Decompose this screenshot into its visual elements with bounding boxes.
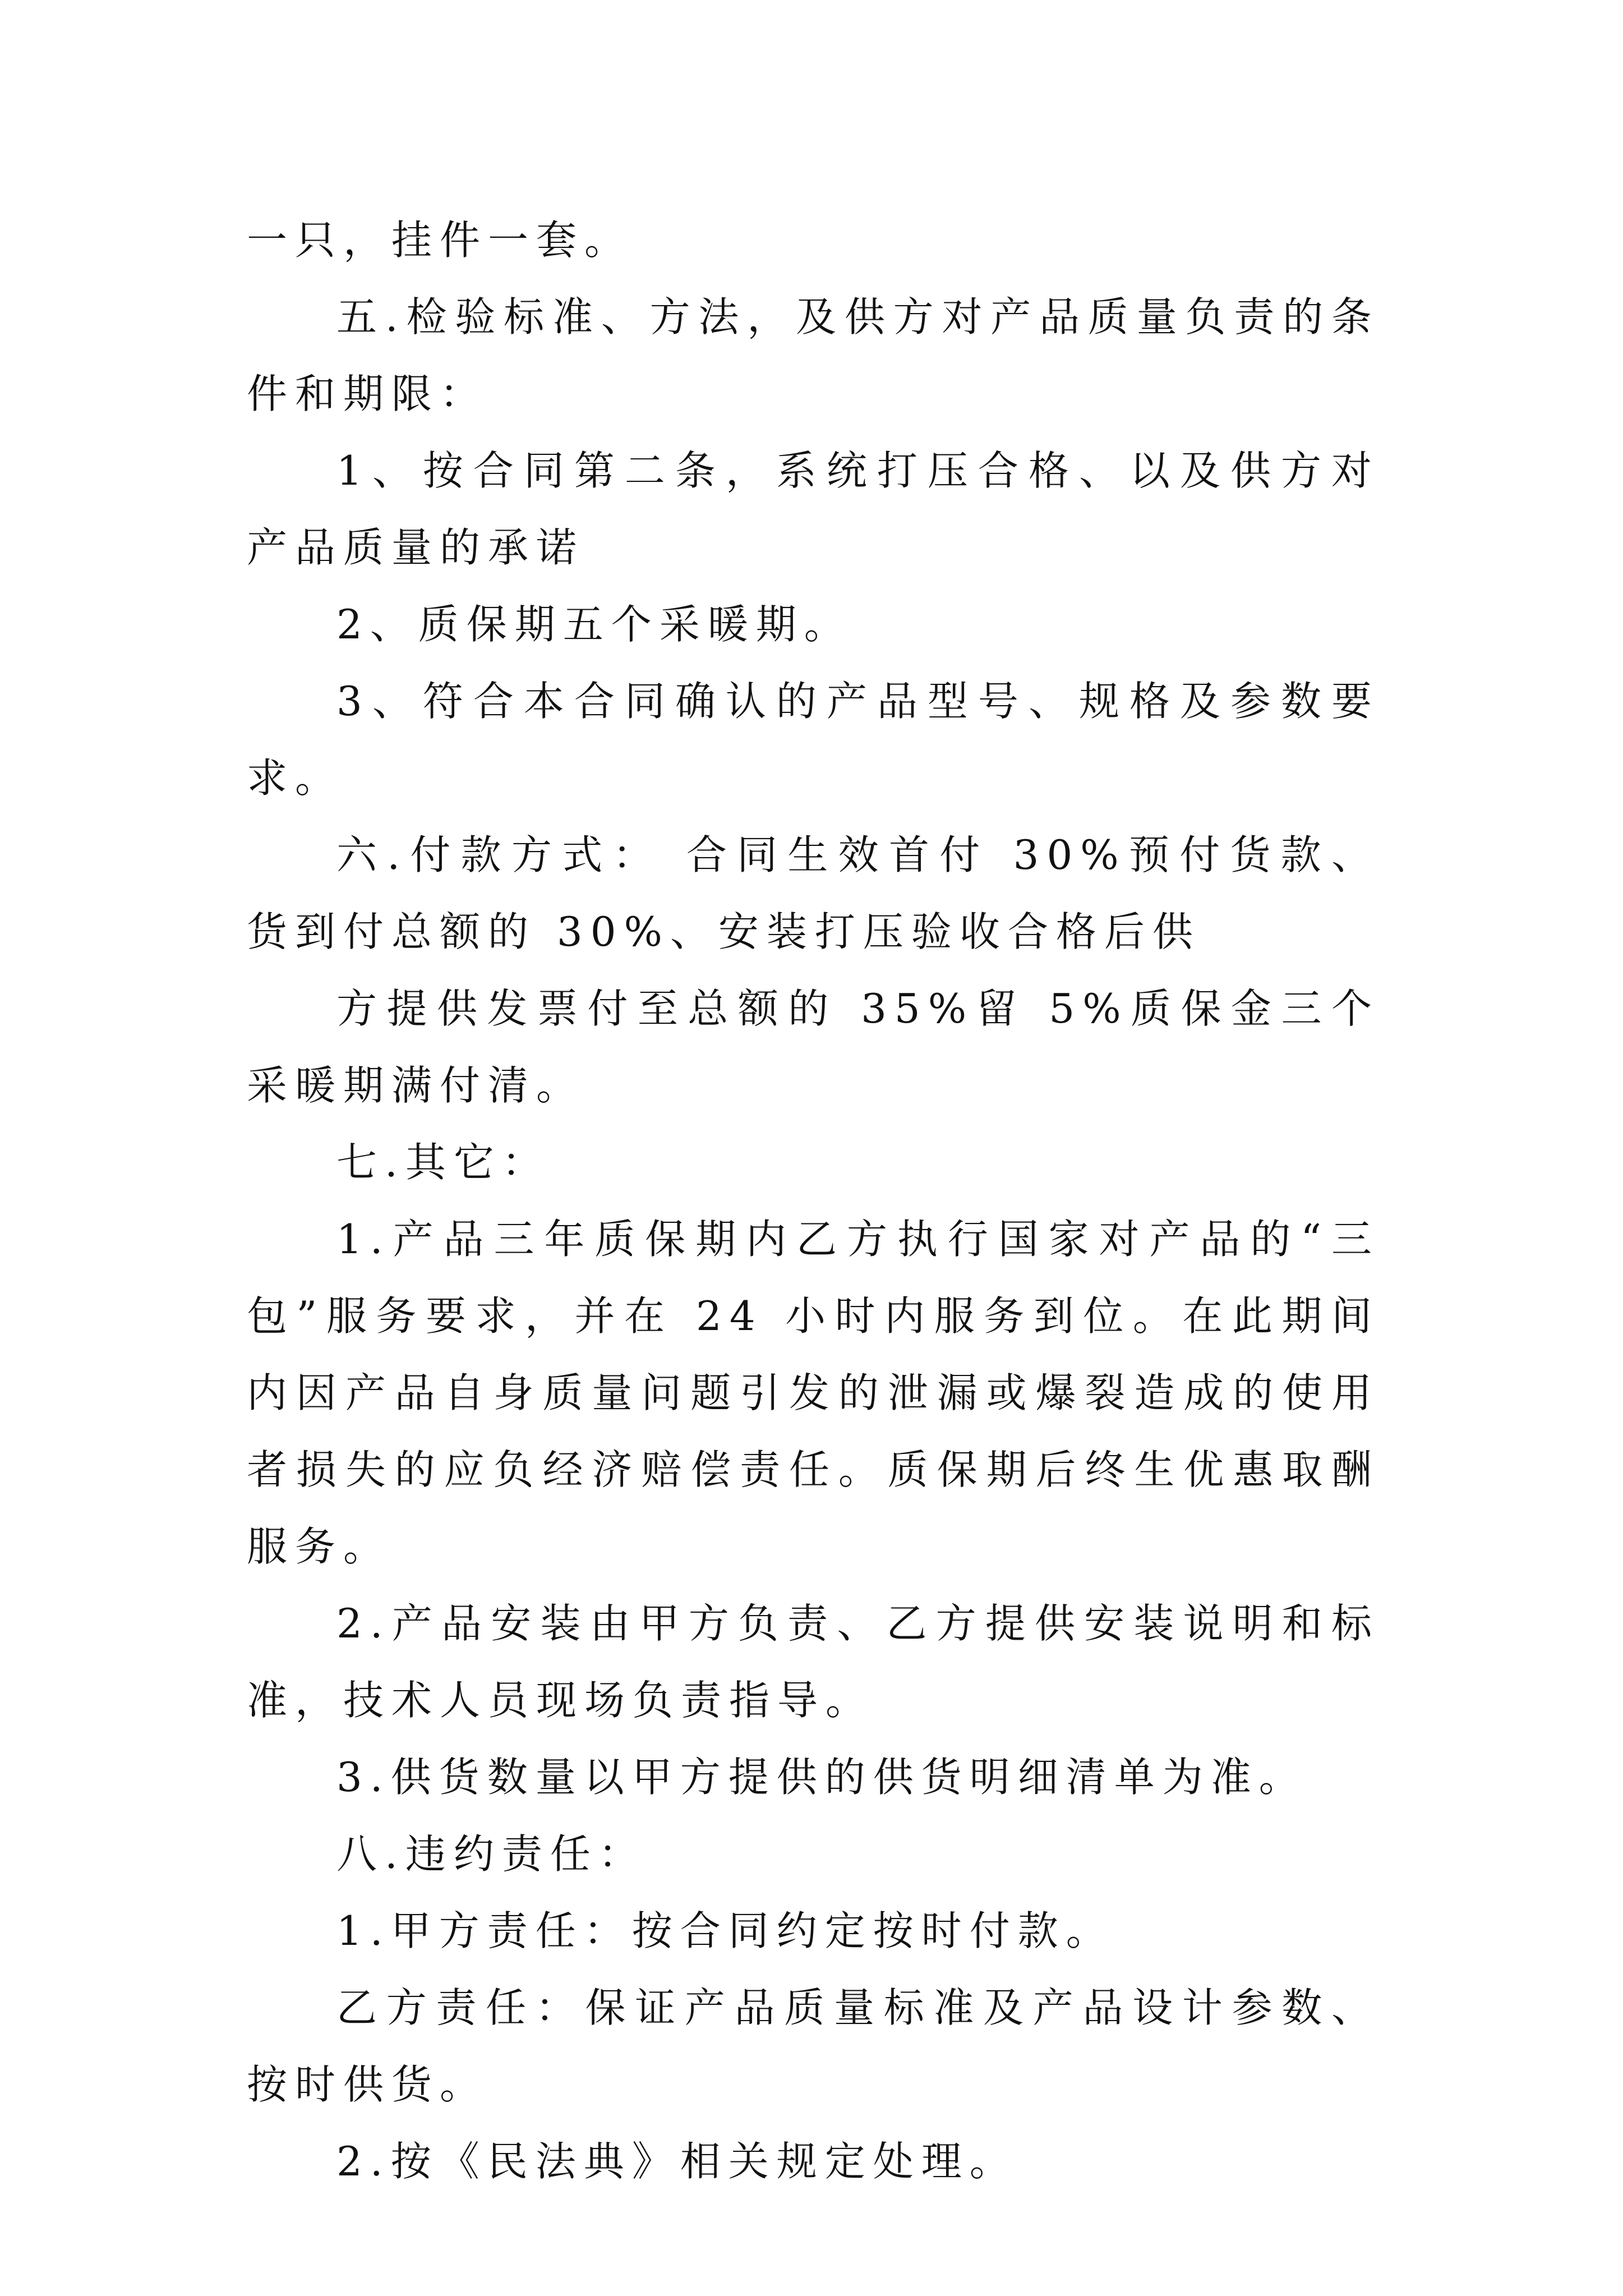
paragraph-12: 八.违约责任： — [336, 1830, 647, 1878]
paragraph-2: 五.检验标准、方法，及供方对产品质量负责的条件和期限： — [247, 293, 1380, 417]
paragraph-15: 2.按《民法典》相关规定处理。 — [336, 2138, 1018, 2185]
paragraph-1: 一只，挂件一套。 — [247, 217, 633, 264]
paragraph-9: 1.产品三年质保期内乙方执行国家对产品的“三包”服务要求，并在 24 小时内服务到位。在此期间内因产品自身质量问题引发的泄漏或爆裂造成的使用者损失的应负经济赔偿责任。质保期后终生优惠取酬服务。 — [247, 1216, 1380, 1570]
paragraph-5: 3、符合本合同确认的产品型号、规格及参数要求。 — [247, 678, 1380, 802]
paragraph-4: 2、质保期五个采暖期。 — [336, 601, 852, 648]
paragraph-14: 乙方责任：保证产品质量标准及产品设计参数、按时供货。 — [247, 1984, 1380, 2108]
paragraph-7: 方提供发票付至总额的 35%留 5%质保金三个采暖期满付清。 — [247, 985, 1380, 1109]
paragraph-6: 六.付款方式： 合同生效首付 30%预付货款、货到付总额的 30%、安装打压验收合格后供 — [247, 831, 1380, 955]
paragraph-3: 1、按合同第二条，系统打压合格、以及供方对产品质量的承诺 — [247, 447, 1380, 571]
document-body — [247, 202, 1380, 2200]
paragraph-11: 3.供货数量以甲方提供的供货明细清单为准。 — [336, 1754, 1307, 1801]
paragraph-8: 七.其它： — [336, 1139, 550, 1186]
paragraph-10: 2.产品安装由甲方负责、乙方提供安装说明和标准，技术人员现场负责指导。 — [247, 1600, 1380, 1724]
paragraph-13: 1.甲方责任：按合同约定按时付款。 — [336, 1907, 1114, 1954]
